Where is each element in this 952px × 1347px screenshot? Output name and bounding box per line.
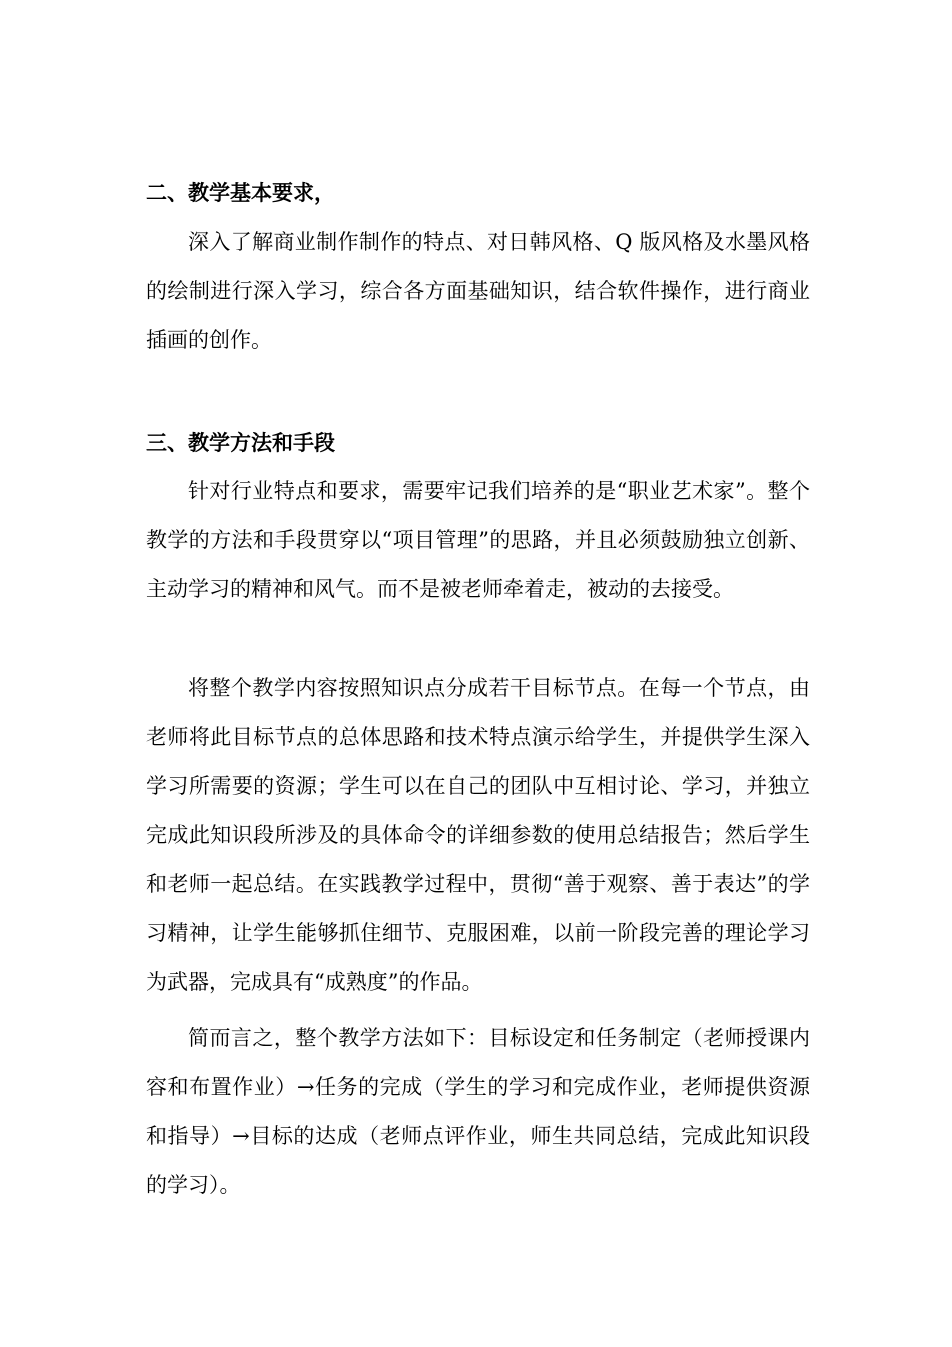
section-2-paragraph-1: 深入了解商业制作制作的特点、对日韩风格、Q 版风格及水墨风格的绘制进行深入学习，综合各方面基础知识，结合软件操作，进行商业插画的创作。	[146, 230, 810, 352]
section-2-heading: 二、教学基本要求，	[146, 181, 335, 205]
section-3-paragraph-1: 针对行业特点和要求，需要牢记我们培养的是“职业艺术家”。整个教学的方法和手段贯穿以“项目管理”的思路，并且必须鼓励独立创新、主动学习的精神和风气。而不是被老师牵着走，被动的去接受。	[146, 479, 810, 601]
section-3-paragraph-2: 将整个教学内容按照知识点分成若干目标节点。在每一个节点，由老师将此目标节点的总体思路和技术特点演示给学生，并提供学生深入学习所需要的资源；学生可以在自己的团队中互相讨论、学习，并独立完成此知识段所涉及的具体命令的详细参数的使用总结报告；然后学生和老师一起总结。在实践教学过程中，贯彻“善于观察、善于表达”的学习精神，让学生能够抓住细节、克服困难，以前一阶段完善的理论学习为武器，完成具有“成熟度”的作品。	[146, 676, 810, 994]
section-3-paragraph-3: 简而言之，整个教学方法如下：目标设定和任务制定（老师授课内容和布置作业）→任务的完成（学生的学习和完成作业，老师提供资源和指导）→目标的达成（老师点评作业，师生共同总结，完成此知识段的学习）。	[146, 1026, 810, 1197]
section-3-heading: 三、教学方法和手段	[146, 431, 335, 455]
